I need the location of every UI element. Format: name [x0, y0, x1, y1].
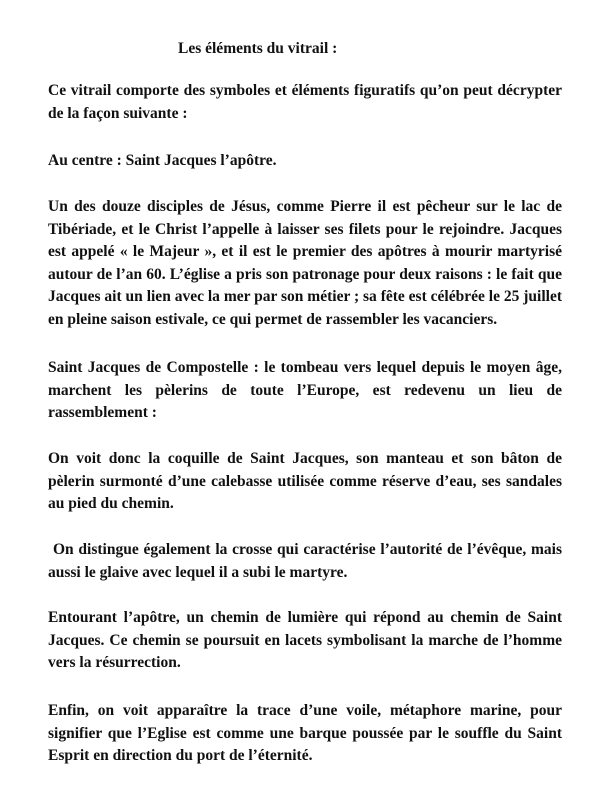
sail-paragraph: Enfin, on voit apparaître la trace d’une voile, métaphore marine, pour signifier que l’Eglise est comme une barque poussée par le souffle du Saint Esprit en direction du port de l’éternité. — [48, 702, 562, 765]
apostle-paragraph: Un des douze disciples de Jésus, comme Pierre il est pêcheur sur le lac de Tibériade, et le Christ l’appelle à laisser ses filets pour le rejoindre. Jacques est appelé « le Majeur », et il est le premier des apôtres à mourir martyrisé autour de l’an 60. L’église a pris son patronage pour deux raisons : le fait que Jacques ait un lien avec la mer par son métier ; sa fête est célébrée le 25 juillet en pleine saison estivale, ce qui permet de rassembler les vacanciers. — [48, 198, 562, 328]
shell-paragraph: On voit donc la coquille de Saint Jacques, son manteau et son bâton de pèlerin surmonté d’une calebasse utilisée comme réserve d’eau, ses sandales au pied du chemin. — [48, 450, 562, 513]
compostela-paragraph: Saint Jacques de Compostelle : le tombeau vers lequel depuis le moyen âge, marchent les pèlerins de toute l’Europe, est redevenu un lieu de rassemblement : — [48, 359, 562, 422]
intro-paragraph: Ce vitrail comporte des symboles et éléments figuratifs qu’on peut décrypter de la façon suivante : — [48, 82, 562, 122]
document-title: Les éléments du vitrail : — [178, 40, 338, 57]
crozier-paragraph: On distingue également la crosse qui caractérise l’autorité de l’évêque, mais aussi le glaive avec lequel il a subi le martyre. — [48, 541, 562, 581]
section-heading-center: Au centre : Saint Jacques l’apôtre. — [48, 152, 277, 169]
path-paragraph: Entourant l’apôtre, un chemin de lumière qui répond au chemin de Saint Jacques. Ce chemin se poursuit en lacets symbolisant la marche de l’homme vers la résurrection. — [48, 609, 562, 672]
